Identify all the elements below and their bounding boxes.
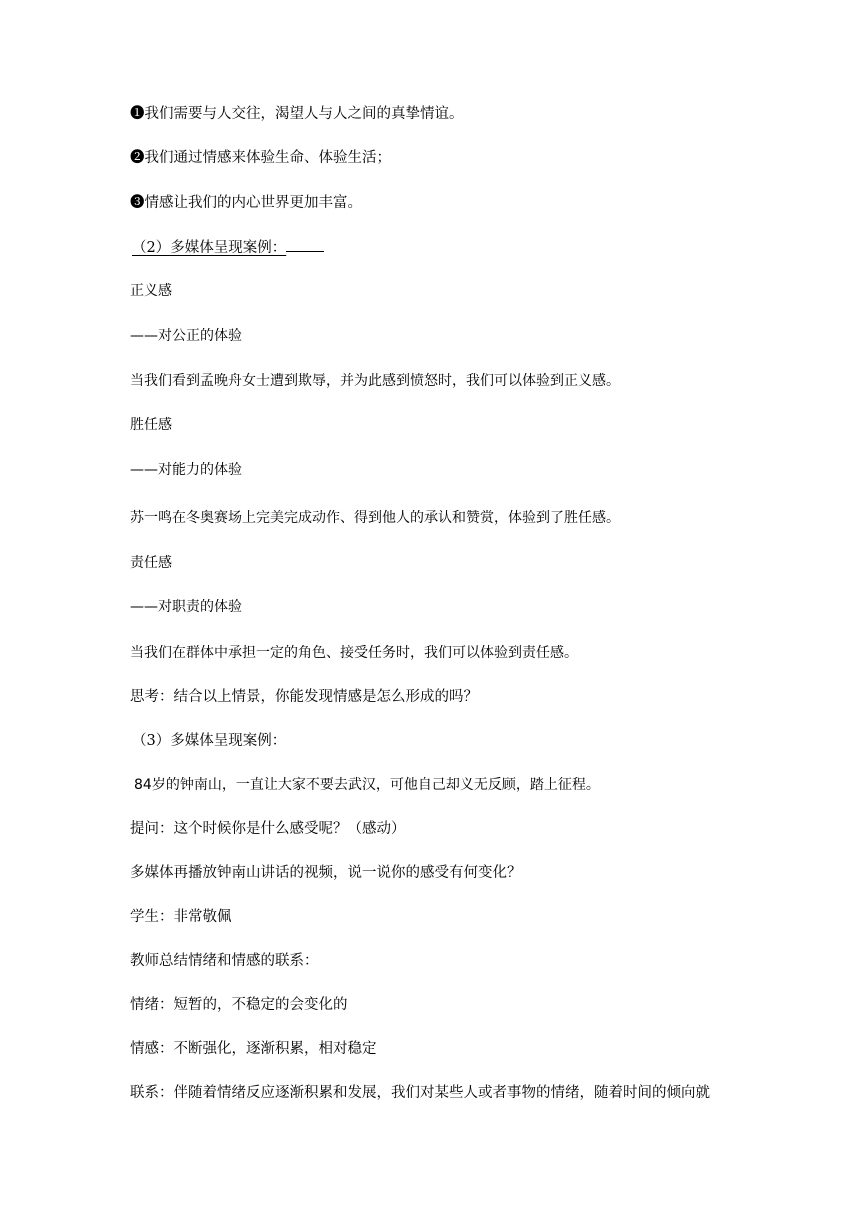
competence-subtitle: ——对能力的体验 [130,462,242,478]
zhong-nanshan-case: 84岁的钟南山，一直让大家不要去武汉，可他自己却义无反顾，踏上征程。 [134,777,600,793]
feeling-definition: 情感：不断强化，逐渐积累，相对稳定 [130,1041,377,1057]
reason-item-3: ❸情感让我们的内心世界更加丰富。 [130,195,362,211]
student-answer: 学生：非常敬佩 [130,909,232,925]
responsibility-title: 责任感 [130,555,172,571]
competence-example: 苏一鸣在冬奥赛场上完美完成动作、得到他人的承认和赞赏，体验到了胜任感。 [130,510,620,526]
relation-text: 联系：伴随着情绪反应逐渐积累和发展，我们对某些人或者事物的情绪，随着时间的倾向就 [130,1085,710,1101]
case-heading-2 [132,237,324,258]
underline-blank [286,237,324,252]
competence-title: 胜任感 [130,417,172,433]
reason-item-2: ❷我们通过情感来体验生命、体验生活； [130,150,391,166]
justice-example: 当我们看到孟晚舟女士遭到欺辱，并为此感到愤怒时，我们可以体验到正义感。 [130,373,620,389]
responsibility-example: 当我们在群体中承担一定的角色、接受任务时，我们可以体验到责任感。 [130,645,578,661]
question-feeling: 提问：这个时候你是什么感受呢？（感动） [130,821,406,837]
case-heading-3: （3）多媒体呈现案例： [132,733,287,749]
emotion-definition: 情绪：短暂的，不稳定的会变化的 [130,997,348,1013]
justice-subtitle: ——对公正的体验 [130,328,242,344]
reason-item-1: ❶我们需要与人交往，渴望人与人之间的真挚情谊。 [130,106,464,122]
teacher-summary: 教师总结情绪和情感的联系： [130,953,319,969]
case-heading-2-text: （2）多媒体呈现案例： [132,240,287,256]
justice-title: 正义感 [130,283,172,299]
responsibility-subtitle: ——对职责的体验 [130,599,242,615]
think-question: 思考：结合以上情景，你能发现情感是怎么形成的吗？ [130,689,478,705]
video-prompt: 多媒体再播放钟南山讲话的视频，说一说你的感受有何变化？ [130,865,522,881]
